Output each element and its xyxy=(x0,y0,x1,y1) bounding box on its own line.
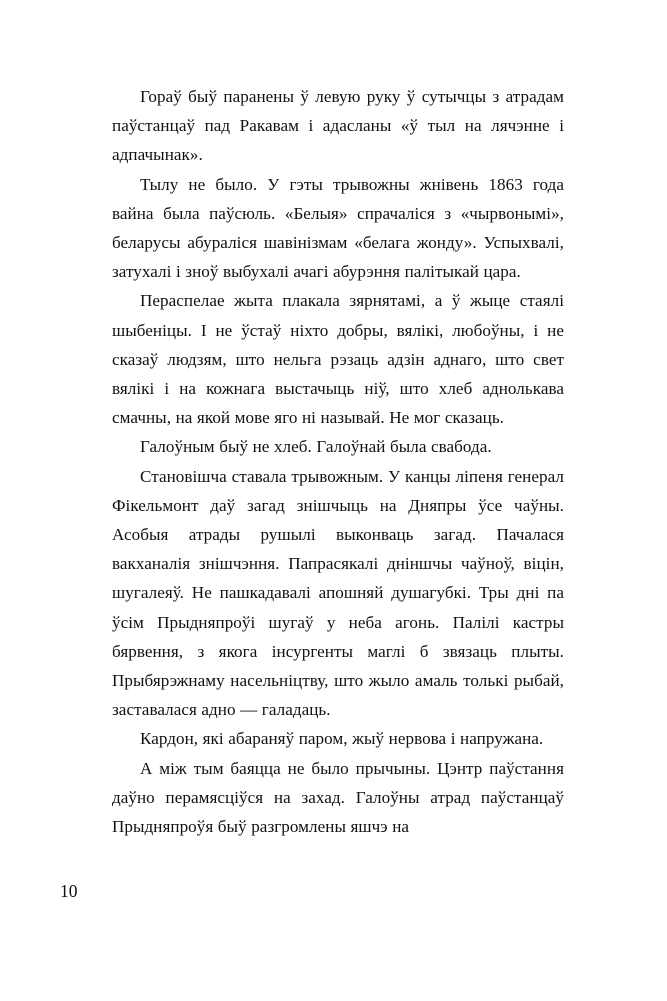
paragraph: Галоўным быў не хлеб. Галоўнай была свабода. xyxy=(140,437,492,457)
body-text-column xyxy=(112,82,564,841)
paragraph: Становішча ставала трывожным. У канцы ліпеня генерал Фікельмонт даў загад знішчыць на Дняпры ўсе чаўны. Асобыя атрады рушылі выконваць загад. Пачалася вакханалія знішчэння. Папрасякалі дніншчы чаўноў, віцін, шугалеяў. Не пашкадавалі апошняй душагубкі. Тры дні па ўсім Прыдняпроўі шугаў у неба агонь. Палілі кастры бярвення, з якога інсургенты маглі б звязаць плыты. Прыбярэжнаму насельніцтву, што жыло амаль толькі рыбай, заставалася адно — галадаць. xyxy=(112,466,564,720)
paragraph: А між тым баяцца не было прычыны. Цэнтр паўстання даўно перамясціўся на захад. Галоўны атрад паўстанцаў Прыдняпроўя быў разгромлены яшчэ на xyxy=(112,758,564,837)
paragraph: Тылу не было. У гэты трывожны жнівень 1863 года вайна была паўсюль. «Белыя» спрачаліся з «чырвонымі», беларусы абураліся шавінізмам «белага жонду». Успыхвалі, затухалі і зноў выбухалі ачагі абурэння палітыкай цара. xyxy=(112,174,564,282)
paragraph: Гораў быў паранены ў левую руку ў сутычцы з атрадам паўстанцаў пад Ракавам і адасланы «ў тыл на лячэнне і адпачынак». xyxy=(112,87,564,165)
paragraph: Пераспелае жыта плакала зярнятамі, а ў жыце стаялі шыбеніцы. І не ўстаў ніхто добры, вялікі, любоўны, і не сказаў людзям, што нельга рэзаць адзін аднаго, што свет вялікі і на кожнага выстачыць ніў, што хлеб аднолькава смачны, на якой мове яго ні называй. Не мог сказаць. xyxy=(112,291,564,428)
paragraph: Кардон, які абараняў паром, жыў нервова і напружана. xyxy=(140,729,544,749)
page-number: 10 xyxy=(60,881,78,901)
